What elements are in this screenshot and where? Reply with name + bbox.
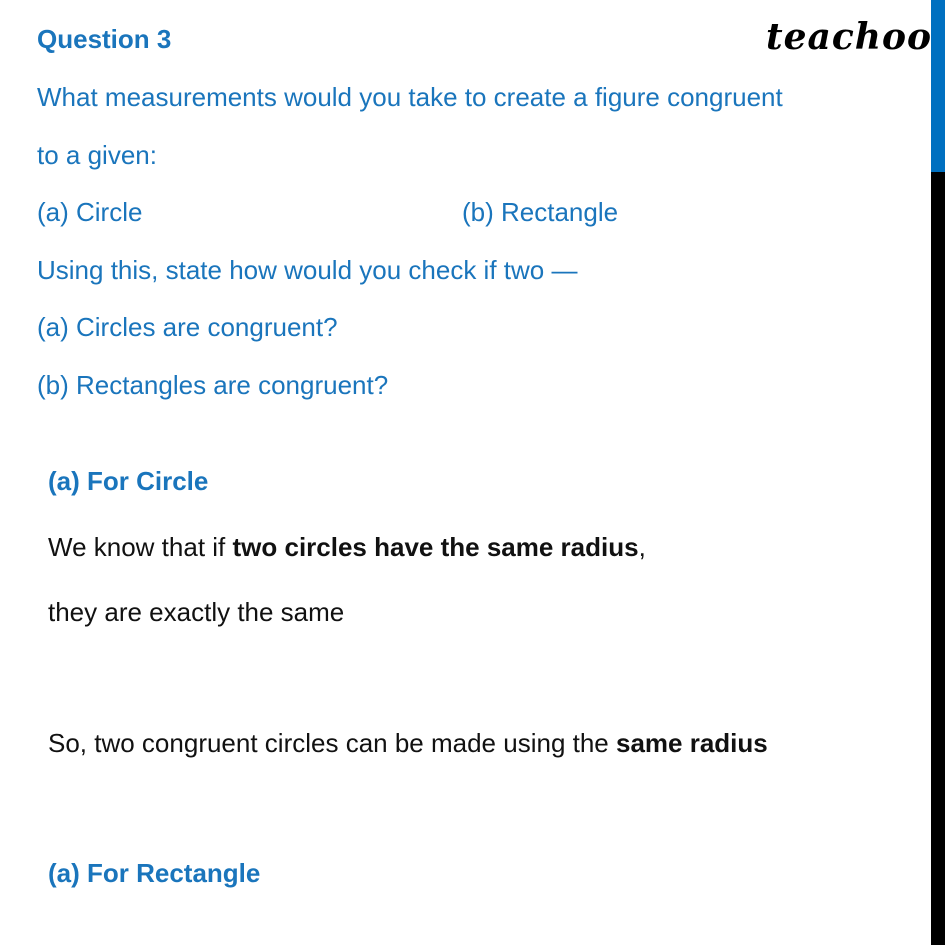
- teachoo-logo: teachoo: [766, 16, 932, 58]
- question-line: Using this, state how would you check if two —: [37, 255, 578, 285]
- answer-paragraph: [48, 532, 646, 562]
- answer-paragraph: they are exactly the same: [48, 597, 345, 627]
- question-line: What measurements would you take to create a figure congruent: [37, 82, 783, 112]
- text: ,: [638, 532, 646, 562]
- check-b: (b) Rectangles are congruent?: [37, 370, 389, 400]
- question-title: Question 3: [37, 24, 172, 54]
- check-a: (a) Circles are congruent?: [37, 312, 338, 342]
- heading-rectangle: (a) For Rectangle: [48, 858, 261, 888]
- text: We know that if: [48, 532, 233, 562]
- option-b: (b) Rectangle: [462, 197, 619, 227]
- heading-circle: (a) For Circle: [48, 466, 209, 496]
- text: So, two congruent circles can be made using the: [48, 728, 616, 758]
- question-line: to a given:: [37, 140, 157, 170]
- emphasis: same radius: [616, 728, 768, 758]
- option-a: (a) Circle: [37, 197, 143, 227]
- scrollbar-track[interactable]: [931, 172, 945, 945]
- emphasis: two circles have the same radius: [232, 532, 639, 562]
- answer-paragraph: [48, 728, 768, 758]
- scrollbar-thumb[interactable]: [931, 0, 945, 172]
